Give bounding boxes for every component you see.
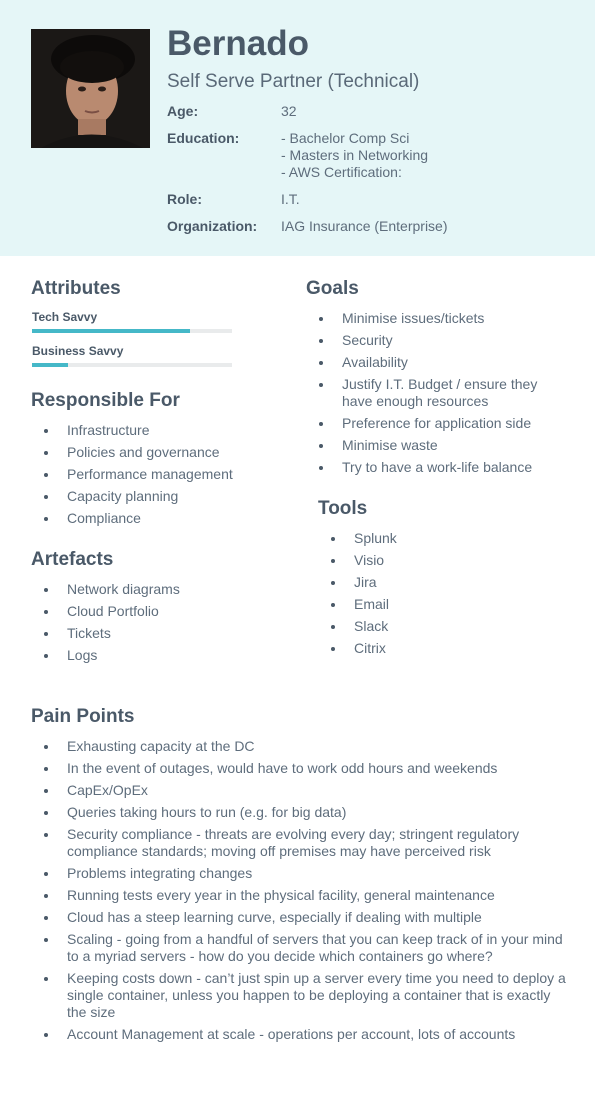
pain-points-list <box>32 738 567 1043</box>
tech-savvy-label: Tech Savvy <box>32 310 98 324</box>
goals-title: Goals <box>306 278 359 299</box>
list-item: Logs <box>32 647 282 664</box>
list-item: CapEx/OpEx <box>32 782 567 799</box>
list-item: Justify I.T. Budget / ensure they have enough resources <box>307 376 569 410</box>
person-portrait-icon <box>31 29 150 148</box>
artefacts-title: Artefacts <box>31 549 114 570</box>
list-item: Cloud Portfolio <box>32 603 282 620</box>
list-item: Compliance <box>32 510 282 527</box>
education-item: - Bachelor Comp Sci <box>281 130 410 146</box>
role-label: Role: <box>167 191 202 207</box>
list-item: Scaling - going from a handful of servers that you can keep track of in your mind to a myriad servers - how do you decide which containers go where? <box>32 931 567 965</box>
age-label: Age: <box>167 103 199 119</box>
education-label: Education: <box>167 130 240 146</box>
tech-savvy-fill <box>32 329 190 333</box>
education-values <box>281 130 428 181</box>
attributes-title: Attributes <box>31 278 121 299</box>
responsible-for-list <box>32 422 282 527</box>
tools-list <box>319 530 559 657</box>
list-item: Performance management <box>32 466 282 483</box>
list-item: Visio <box>319 552 559 569</box>
responsible-for-title: Responsible For <box>31 390 180 411</box>
list-item: Splunk <box>319 530 559 547</box>
list-item: Citrix <box>319 640 559 657</box>
list-item: Minimise issues/tickets <box>307 310 569 327</box>
organization-label: Organization: <box>167 218 258 234</box>
list-item: Queries taking hours to run (e.g. for big data) <box>32 804 567 821</box>
list-item: Email <box>319 596 559 613</box>
artefacts-list <box>32 581 282 664</box>
list-item: Network diagrams <box>32 581 282 598</box>
list-item: Preference for application side <box>307 415 569 432</box>
list-item: Capacity planning <box>32 488 282 505</box>
list-item: Security compliance - threats are evolving every day; stringent regulatory compliance standards; moving off premises may have perceived risk <box>32 826 567 860</box>
list-item: Tickets <box>32 625 282 642</box>
list-item: Cloud has a steep learning curve, especially if dealing with multiple <box>32 909 567 926</box>
list-item: Exhausting capacity at the DC <box>32 738 567 755</box>
list-item: Policies and governance <box>32 444 282 461</box>
tech-savvy-bar <box>32 329 232 333</box>
list-item: Try to have a work-life balance <box>307 459 569 476</box>
list-item: Problems integrating changes <box>32 865 567 882</box>
list-item: Running tests every year in the physical facility, general maintenance <box>32 887 567 904</box>
business-savvy-fill <box>32 363 68 367</box>
tools-title: Tools <box>318 498 368 519</box>
list-item: Security <box>307 332 569 349</box>
pain-points-title: Pain Points <box>31 706 135 727</box>
goals-list <box>307 310 569 476</box>
list-item: Infrastructure <box>32 422 282 439</box>
business-savvy-bar <box>32 363 232 367</box>
avatar <box>31 29 150 148</box>
role-value: I.T. <box>281 191 300 207</box>
education-item: - AWS Certification: <box>281 164 402 180</box>
list-item: In the event of outages, would have to work odd hours and weekends <box>32 760 567 777</box>
age-value: 32 <box>281 103 297 119</box>
list-item: Availability <box>307 354 569 371</box>
education-item: - Masters in Networking <box>281 147 429 163</box>
list-item: Keeping costs down - can’t just spin up a server every time you need to deploy a single container, unless you happen to be deploying a container that is exactly the size <box>32 970 567 1021</box>
business-savvy-label: Business Savvy <box>32 344 124 358</box>
persona-header <box>0 0 595 256</box>
organization-value: IAG Insurance (Enterprise) <box>281 218 448 234</box>
list-item: Jira <box>319 574 559 591</box>
persona-role-title: Self Serve Partner (Technical) <box>167 71 420 92</box>
list-item: Account Management at scale - operations per account, lots of accounts <box>32 1026 567 1043</box>
persona-name: Bernado <box>167 24 309 63</box>
list-item: Slack <box>319 618 559 635</box>
list-item: Minimise waste <box>307 437 569 454</box>
